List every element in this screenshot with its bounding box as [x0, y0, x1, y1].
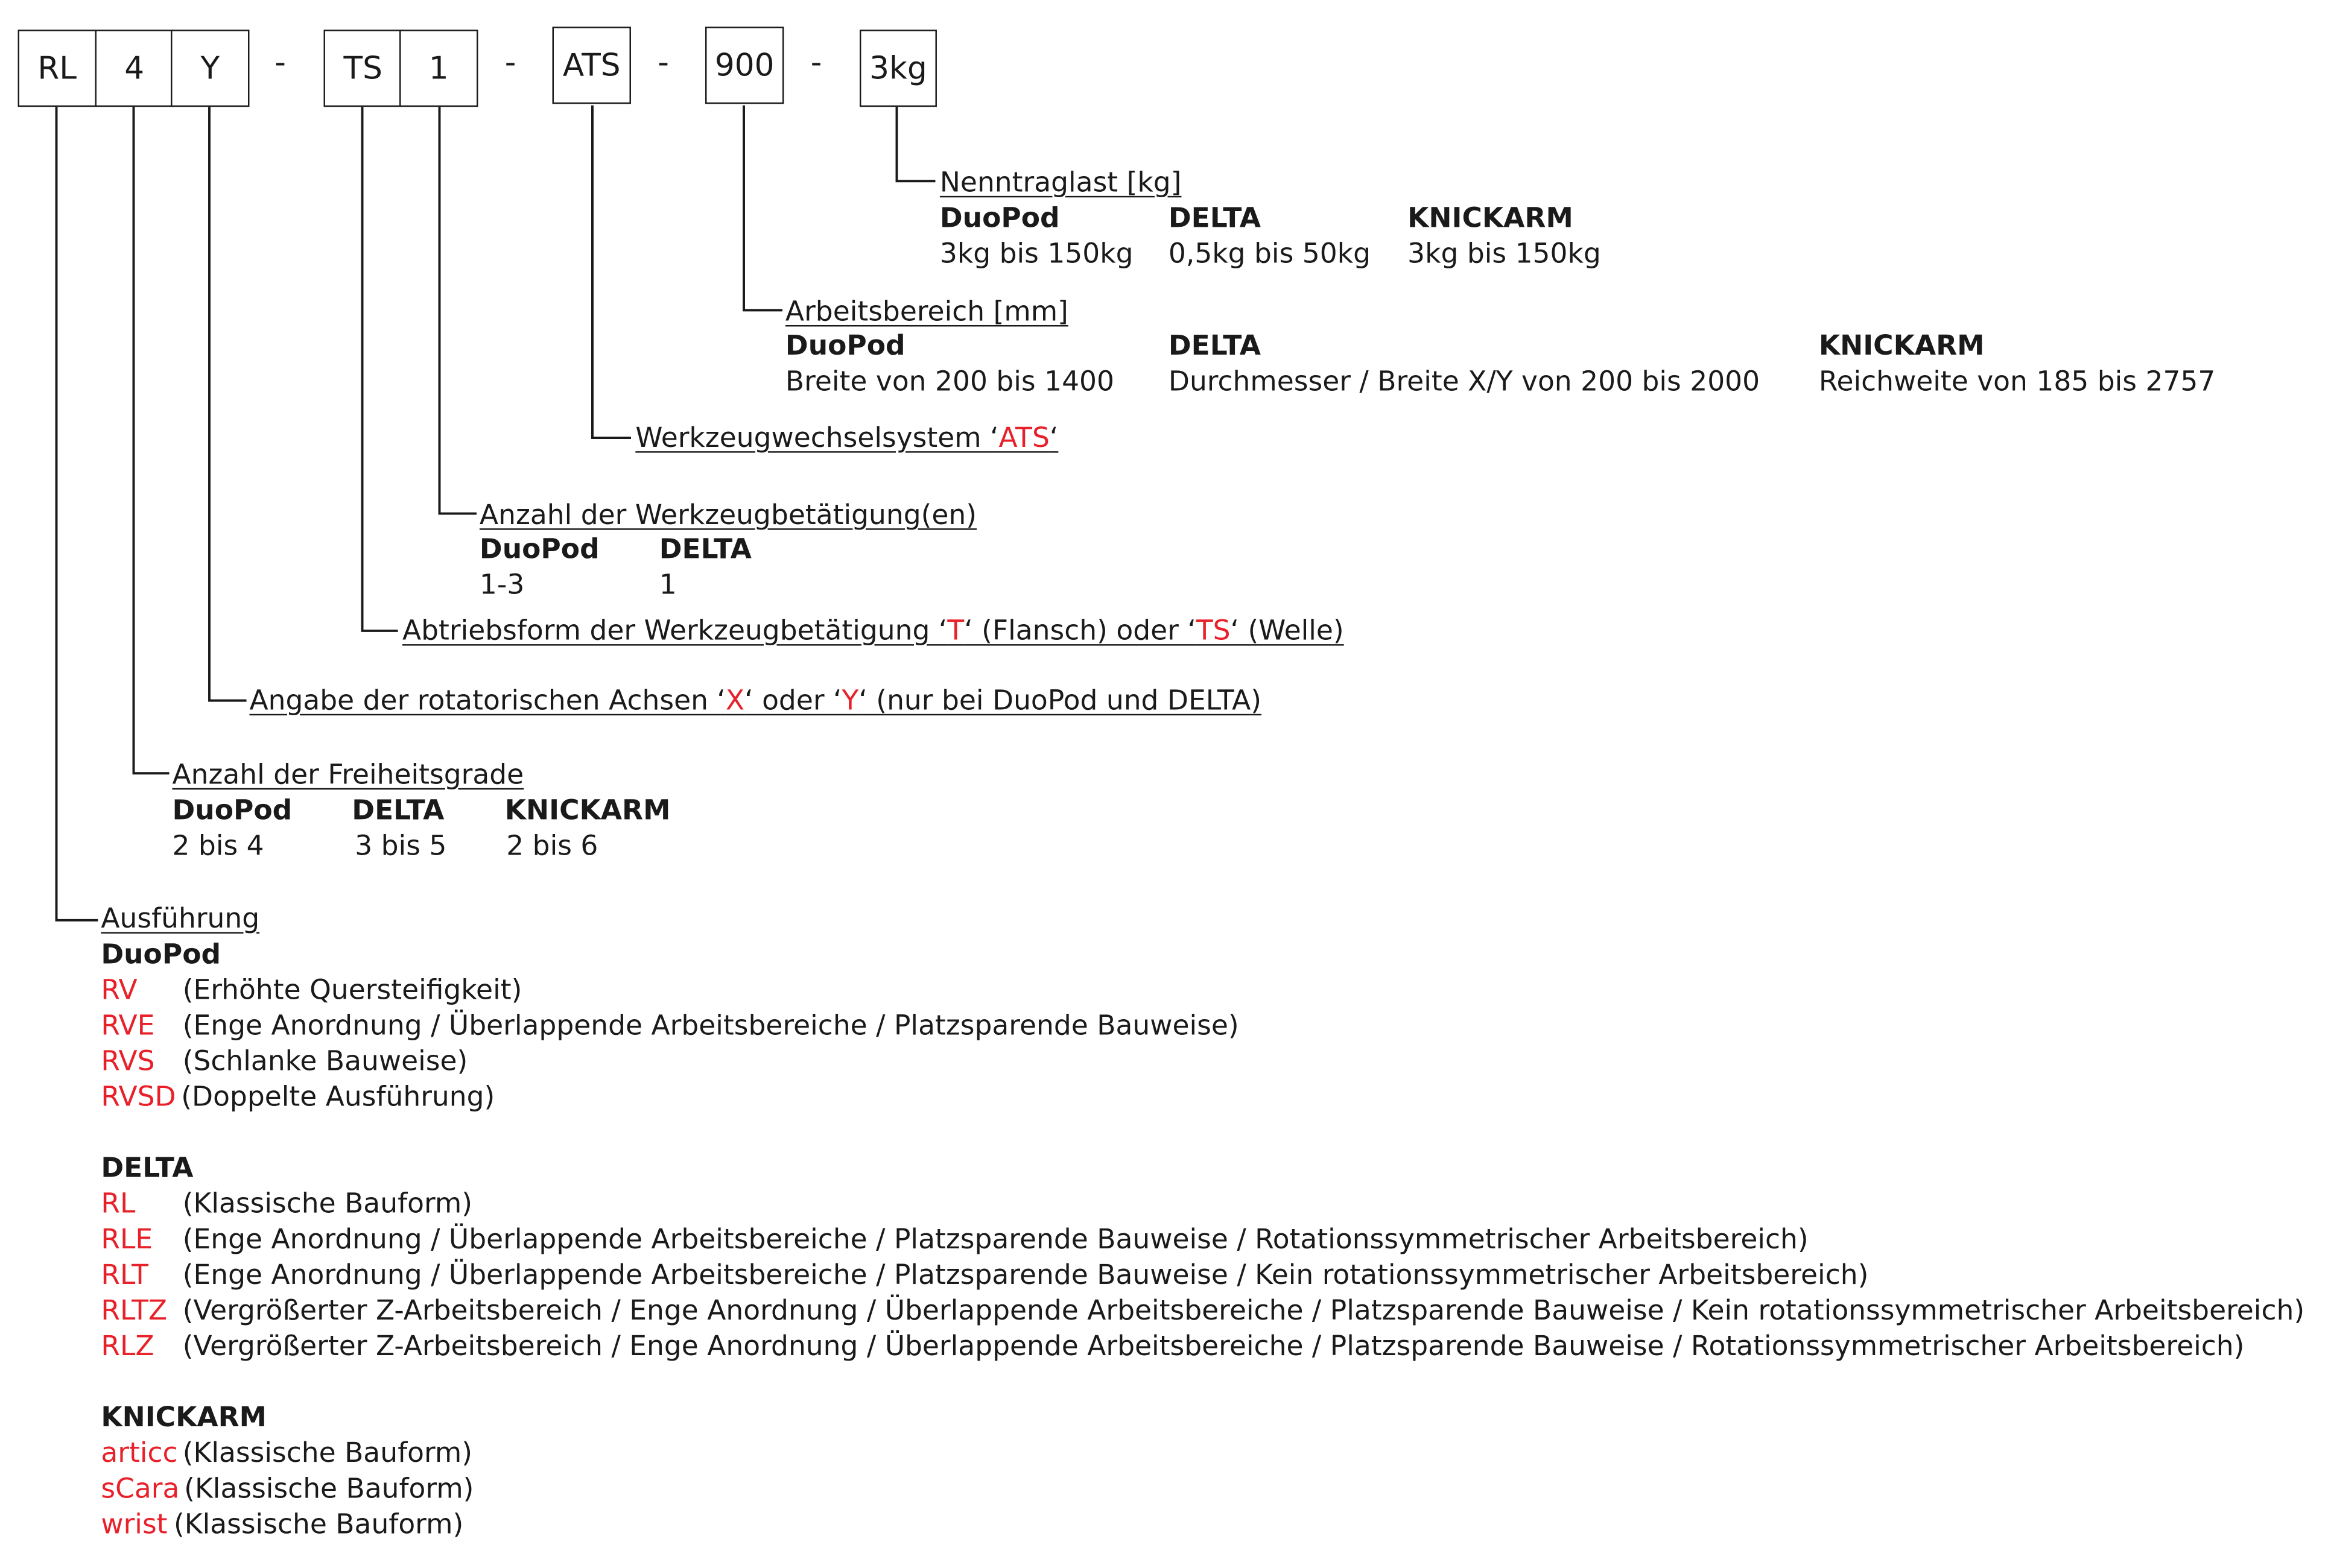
code-box-ats: ATS — [553, 27, 631, 104]
code-box-4: 4 — [95, 30, 174, 107]
ausfuehrung-code-rvsd: RVSD — [101, 1082, 176, 1113]
arbeitsbereich-head-delta: DELTA — [1168, 330, 1261, 362]
ausfuehrung-code-rl: RL — [101, 1189, 136, 1221]
separator-3: - — [658, 44, 669, 80]
code-box-rl: RL — [18, 30, 97, 107]
code-box-y: Y — [171, 30, 249, 107]
freiheitsgrade-title: Anzahl der Freiheitsgrade — [172, 760, 524, 791]
separator-1: - — [274, 44, 286, 80]
code-box-3kg: 3kg — [860, 30, 937, 107]
ausfuehrung-desc-wrist: (Klassische Bauform) — [173, 1509, 464, 1541]
ausfuehrung-code-rlz: RLZ — [101, 1331, 154, 1363]
ausfuehrung-code-rv: RV — [101, 975, 138, 1007]
ausfuehrung-code-articc: articc — [101, 1438, 178, 1470]
arbeitsbereich-head-duopod: DuoPod — [785, 330, 906, 362]
werkzeugbetaetigung-head-delta: DELTA — [659, 534, 752, 566]
ausfuehrung-desc-articc: (Klassische Bauform) — [182, 1438, 473, 1470]
ausfuehrung-desc-rvsd: (Doppelte Ausführung) — [181, 1082, 495, 1113]
freiheitsgrade-head-delta: DELTA — [352, 795, 445, 827]
connector-ats — [592, 106, 631, 438]
ausfuehrung-desc-rlt: (Enge Anordnung / Überlappende Arbeitsbereiche / Platzsparende Bauweise / Kein rotationssymmetrischer Arbeitsbereich) — [182, 1260, 1869, 1292]
freiheitsgrade-head-knickarm: KNICKARM — [504, 795, 671, 827]
arbeitsbereich-title: Arbeitsbereich [mm] — [785, 297, 1068, 328]
ausfuehrung-head-duopod: DuoPod — [101, 939, 221, 971]
code-box-900: 900 — [705, 27, 784, 104]
werkzeugbetaetigung-value-duopod: 1-3 — [479, 570, 525, 601]
ausfuehrung-desc-rl: (Klassische Bauform) — [182, 1189, 473, 1221]
connector-ts — [363, 106, 398, 631]
separator-4: - — [810, 44, 822, 80]
ausfuehrung-code-rve: RVE — [101, 1011, 155, 1042]
nenntraglast-value-delta: 0,5kg bis 50kg — [1168, 239, 1371, 270]
connector-4 — [133, 106, 169, 773]
ausfuehrung-desc-rv: (Erhöhte Quersteifigkeit) — [182, 975, 522, 1007]
connector-y — [209, 106, 247, 701]
freiheitsgrade-value-knickarm: 2 bis 6 — [506, 831, 598, 862]
nenntraglast-head-knickarm: KNICKARM — [1407, 203, 1573, 235]
ausfuehrung-desc-rvs: (Schlanke Bauweise) — [182, 1046, 468, 1078]
nenntraglast-value-knickarm: 3kg bis 150kg — [1407, 239, 1601, 270]
ausfuehrung-head-knickarm: KNICKARM — [101, 1402, 267, 1434]
werkzeugbetaetigung-title: Anzahl der Werkzeugbetätigung(en) — [479, 500, 977, 532]
arbeitsbereich-head-knickarm: KNICKARM — [1818, 330, 1985, 362]
nenntraglast-title: Nenntraglast [kg] — [939, 168, 1182, 199]
werkzeugwechsel-label: Werkzeugwechselsystem ‘ATS‘ — [635, 423, 1059, 455]
connector-rl — [57, 106, 98, 920]
ausfuehrung-code-wrist: wrist — [101, 1509, 168, 1541]
arbeitsbereich-value-duopod: Breite von 200 bis 1400 — [785, 366, 1115, 398]
freiheitsgrade-value-delta: 3 bis 5 — [355, 831, 447, 862]
connector-3kg — [897, 106, 936, 182]
ausfuehrung-desc-rltz: (Vergrößerter Z-Arbeitsbereich / Enge Anordnung / Überlappende Arbeitsbereiche / Platzsparende Bauweise / Kein rotationssymmetrischer Arbeitsbereich) — [182, 1295, 2305, 1327]
ausfuehrung-desc-rlz: (Vergrößerter Z-Arbeitsbereich / Enge Anordnung / Überlappende Arbeitsbereiche / Platzsparende Bauweise / Rotationssymmetrischer Arbeitsbereich) — [182, 1331, 2245, 1363]
connector-900 — [744, 106, 782, 311]
abtriebsform-label: Abtriebsform der Werkzeugbetätigung ‘T‘ (Flansch) oder ‘TS‘ (Welle) — [402, 616, 1344, 648]
ausfuehrung-code-rvs: RVS — [101, 1046, 155, 1078]
ausfuehrung-head-delta: DELTA — [101, 1153, 194, 1184]
code-box-ts: TS — [324, 30, 402, 107]
ausfuehrung-code-rltz: RLTZ — [101, 1295, 168, 1327]
arbeitsbereich-value-delta: Durchmesser / Breite X/Y von 200 bis 2000 — [1168, 366, 1760, 398]
nenntraglast-head-delta: DELTA — [1168, 203, 1261, 235]
connector-1 — [439, 106, 477, 514]
ausfuehrung-title: Ausführung — [101, 903, 260, 935]
ausfuehrung-code-scara: sCara — [101, 1473, 180, 1505]
nenntraglast-value-duopod: 3kg bis 150kg — [939, 239, 1134, 270]
arbeitsbereich-value-knickarm: Reichweite von 185 bis 2757 — [1818, 366, 2216, 398]
ausfuehrung-desc-rle: (Enge Anordnung / Überlappende Arbeitsbereiche / Platzsparende Bauweise / Rotationssymmetrischer Arbeitsbereich) — [182, 1224, 1809, 1256]
freiheitsgrade-value-duopod: 2 bis 4 — [172, 831, 264, 862]
ausfuehrung-code-rlt: RLT — [101, 1260, 148, 1292]
code-box-1: 1 — [399, 30, 478, 107]
separator-2: - — [504, 44, 516, 80]
achsen-label: Angabe der rotatorischen Achsen ‘X‘ oder ‘Y‘ (nur bei DuoPod und DELTA) — [249, 686, 1262, 717]
freiheitsgrade-head-duopod: DuoPod — [172, 795, 293, 827]
ausfuehrung-desc-scara: (Klassische Bauform) — [184, 1473, 474, 1505]
ausfuehrung-code-rle: RLE — [101, 1224, 153, 1256]
nenntraglast-head-duopod: DuoPod — [939, 203, 1060, 235]
werkzeugbetaetigung-value-delta: 1 — [659, 570, 677, 601]
ausfuehrung-desc-rve: (Enge Anordnung / Überlappende Arbeitsbereiche / Platzsparende Bauweise) — [182, 1011, 1239, 1042]
werkzeugbetaetigung-head-duopod: DuoPod — [479, 534, 600, 566]
